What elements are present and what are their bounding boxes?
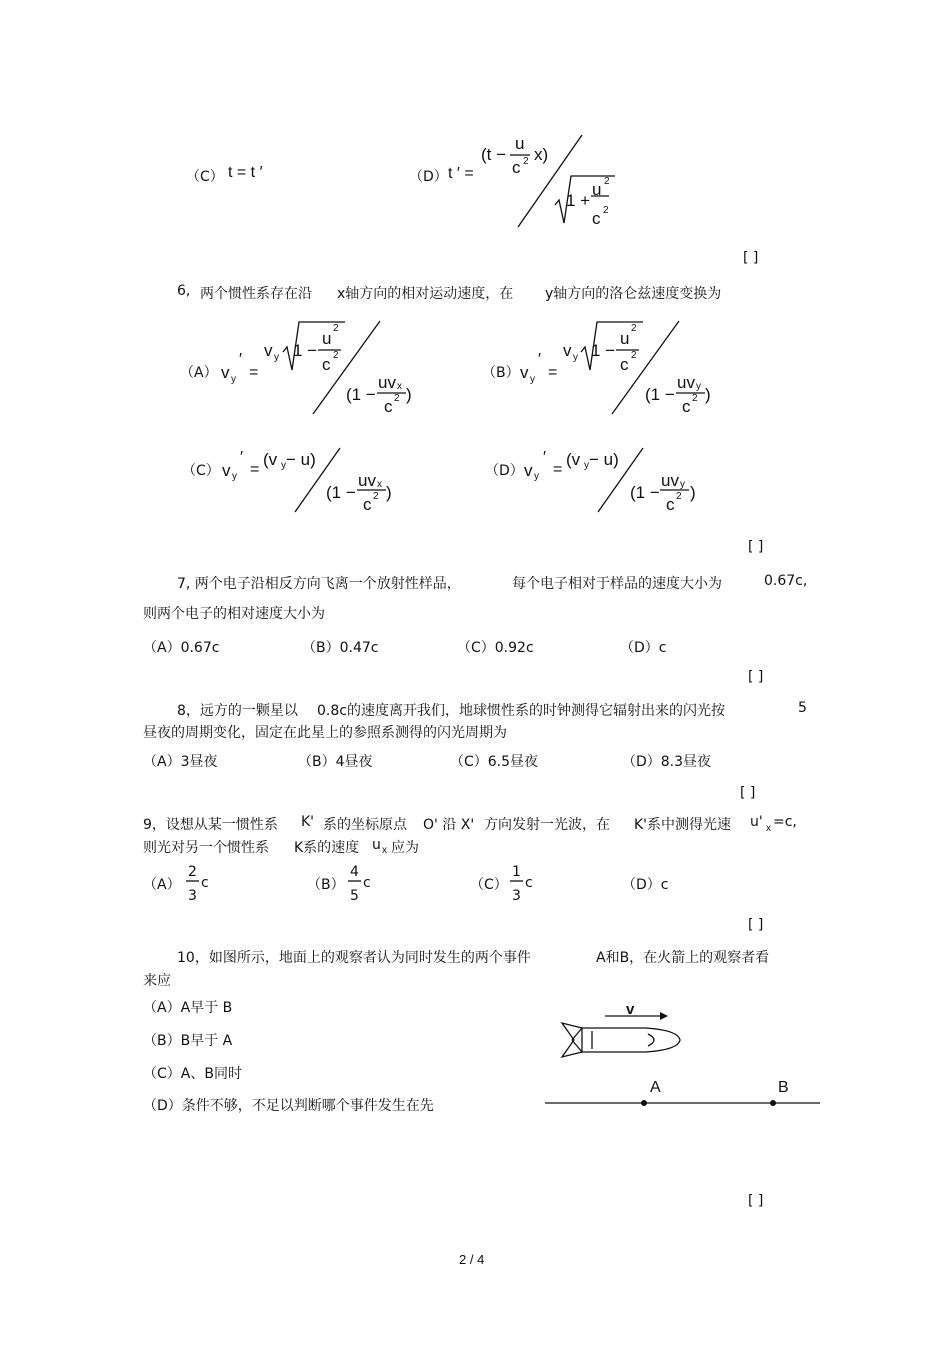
point-a <box>641 1100 647 1106</box>
option-d-x: x) <box>534 145 549 164</box>
option-b-ysub: y <box>530 374 535 385</box>
option-a: （A）0.67c <box>143 640 220 656</box>
option-c-den-sq: 2 <box>373 491 379 502</box>
option-d-num-rest: − u) <box>589 450 619 469</box>
option-c-num-rest: − u) <box>286 450 316 469</box>
answer-bracket[interactable]: [ ] <box>748 539 764 555</box>
option-b-ysub2: y <box>696 381 701 392</box>
question-stem-eqc: =c, <box>773 814 797 830</box>
option-c-formula: t = t ′ <box>228 164 263 181</box>
option-b-eq: = <box>548 364 558 381</box>
option-d-num-open: (t − <box>481 145 507 164</box>
option-d-vy: v <box>524 461 533 480</box>
option-b-den-c: c <box>682 397 691 416</box>
option-c-den: 3 <box>512 888 521 904</box>
option-d-label: （D） <box>409 169 448 185</box>
option-d: （D）8.3昼夜 <box>622 754 712 770</box>
option-d: （D）c <box>620 640 667 656</box>
question-stem-ux: u <box>372 837 381 853</box>
option-b-one-minus: 1 − <box>591 341 616 360</box>
option-c-ysub: y <box>232 471 237 482</box>
option-c-label: （C） <box>470 877 508 893</box>
option-a-xsub: x <box>397 381 402 392</box>
option-c-xsub: x <box>377 479 382 490</box>
question-stem: 10，如图所示，地面上的观察者认为同时发生的两个事件 <box>177 950 531 966</box>
figure-point-b-label: B <box>778 1079 789 1096</box>
question-stem-u: u' <box>750 814 763 830</box>
option-b-unit: c <box>363 875 371 891</box>
question-stem-uxsub: x <box>382 845 387 856</box>
option-b-label: （B） <box>307 877 345 893</box>
option-c-vy: v <box>222 461 231 480</box>
question-stem-k3: K系的速度 <box>294 840 360 856</box>
option-a-label: （A） <box>180 365 218 381</box>
option-d-u: u <box>515 134 525 153</box>
option-d-ysub: y <box>534 471 539 482</box>
option-d-den-close: ) <box>690 483 696 502</box>
option-d-den-open: (1 − <box>630 483 660 502</box>
option-a-den-open: (1 − <box>346 385 376 404</box>
option-c-den-c: c <box>363 495 372 514</box>
option-c: （C）0.92c <box>457 640 534 656</box>
question-stem-4: 则光对另一个惯性系 <box>143 840 269 856</box>
option-d-label: （D） <box>485 463 524 479</box>
option-a-u: u <box>322 329 332 348</box>
option-a-label: （A） <box>143 877 181 893</box>
option-b: （B）B早于 A <box>143 1033 233 1049</box>
question-stem-3: 方向发射一光波，在 <box>484 817 610 833</box>
figure-point-a-label: A <box>650 1079 661 1096</box>
option-c-eq: = <box>250 461 260 478</box>
option-b-den-close: ) <box>705 385 711 404</box>
option-a-den-sq: 2 <box>394 393 400 404</box>
option-b-vy: v <box>520 363 529 382</box>
question-stem-2: 0.8c的速度离开我们，地球惯性系的时钟测得它辐射出来的闪光按 <box>317 703 725 719</box>
answer-bracket[interactable]: [ ] <box>748 917 764 933</box>
option-a-c: c <box>322 355 331 374</box>
option-d-one-plus: 1 + <box>566 191 591 210</box>
rocket-icon <box>560 1020 562 1022</box>
question-stem: 9，设想从某一惯性系 <box>143 817 278 833</box>
option-c-uv: uv <box>358 471 376 490</box>
option-d-num-ysub: y <box>584 460 589 471</box>
option-a-one-minus: 1 − <box>293 341 318 360</box>
question-number: 6, <box>177 283 191 299</box>
option-c-num-open: (v <box>263 450 278 469</box>
option-b-label: （B） <box>482 365 520 381</box>
option-a-usq: 2 <box>333 323 339 334</box>
option-d: （D）c <box>622 877 669 893</box>
question-stem-k: K' <box>301 814 315 830</box>
option-b: （B）0.47c <box>302 640 379 656</box>
question-stem-5: 应为 <box>391 840 419 856</box>
option-a-ysub: y <box>231 374 236 385</box>
option-a: （A）3昼夜 <box>143 754 218 770</box>
option-a-unit: c <box>201 875 209 891</box>
option-b-den: 5 <box>350 888 359 904</box>
option-d: （D）条件不够，不足以判断哪个事件发生在先 <box>143 1098 434 1114</box>
option-b-prime: ′ <box>538 351 541 368</box>
option-c-prime: ′ <box>240 449 243 466</box>
option-b-num-ysub: y <box>573 352 578 363</box>
option-d-sq: 2 <box>523 156 529 167</box>
option-a-prime: ′ <box>239 351 242 368</box>
question-stem-o: O' 沿 X' <box>423 817 475 833</box>
option-d-sq2: 2 <box>604 176 610 187</box>
question-stem-xsub: x <box>766 823 771 834</box>
option-c-unit: c <box>525 875 533 891</box>
option-a-eq: = <box>249 364 259 381</box>
option-d-eq: = <box>553 461 563 478</box>
question-stem-2: 系的坐标原点 <box>323 817 407 833</box>
answer-bracket[interactable]: [ ] <box>743 250 759 266</box>
option-b-u: u <box>620 329 630 348</box>
option-a-den-c: c <box>384 397 393 416</box>
question-stem-k2: K'系中测得光速 <box>634 817 732 833</box>
answer-bracket[interactable]: [ ] <box>748 669 764 685</box>
question-stem-3: 来应 <box>143 973 171 989</box>
option-b-usq: 2 <box>631 323 637 334</box>
option-d-u2: u <box>592 180 602 199</box>
option-b-den-open: (1 − <box>645 385 675 404</box>
option-c-label: （C） <box>186 169 224 185</box>
option-a-num: 2 <box>188 864 197 880</box>
option-d-c: c <box>512 158 521 177</box>
option-b-c: c <box>620 355 629 374</box>
option-c-den-close: ) <box>386 483 392 502</box>
option-d-num-open: (v <box>566 450 581 469</box>
figure-velocity-label: v <box>626 1001 635 1018</box>
option-a-num-vy: v <box>264 341 273 360</box>
question-stem-2: 每个电子相对于样品的速度大小为 <box>512 576 722 592</box>
question-stem-value: 0.67c, <box>764 573 808 589</box>
question-stem: 8，远方的一颗星以 <box>177 703 298 719</box>
question-stem: 两个惯性系存在沿 <box>200 286 312 302</box>
option-b-num-vy: v <box>563 341 572 360</box>
option-b-num: 4 <box>350 864 359 880</box>
option-a-uv: uv <box>378 373 396 392</box>
option-c: （C）6.5昼夜 <box>450 754 539 770</box>
option-b-csq: 2 <box>631 350 637 361</box>
option-b: （B）4昼夜 <box>298 754 373 770</box>
option-a-csq: 2 <box>333 350 339 361</box>
option-b-den-sq: 2 <box>692 393 698 404</box>
option-c: （C）A、B同时 <box>143 1066 242 1082</box>
question-stem-5: 5 <box>798 700 807 716</box>
answer-bracket[interactable]: [ ] <box>740 785 756 801</box>
point-b <box>770 1100 776 1106</box>
option-c-den-open: (1 − <box>326 483 356 502</box>
answer-bracket[interactable]: [ ] <box>748 1193 764 1209</box>
option-c-label: （C） <box>182 463 220 479</box>
option-c-num-ysub: y <box>281 460 286 471</box>
option-a-den: 3 <box>188 888 197 904</box>
option-d-ysub2: y <box>680 479 685 490</box>
option-d-lhs: t ′ = <box>448 165 474 182</box>
option-d-den-c: c <box>666 495 675 514</box>
question-stem-3: 昼夜的周期变化，固定在此星上的参照系测得的闪光周期为 <box>143 725 507 741</box>
option-d-den-sq: 2 <box>676 491 682 502</box>
option-a-den-close: ) <box>406 385 412 404</box>
option-b-uv: uv <box>677 373 695 392</box>
option-d-c2: c <box>592 209 601 228</box>
option-c-num: 1 <box>512 864 521 880</box>
question-stem-x: x轴方向的相对运动速度，在 <box>337 286 514 302</box>
option-d-prime: ′ <box>543 449 546 466</box>
question-stem: 7, 两个电子沿相反方向飞离一个放射性样品， <box>177 576 461 592</box>
question-stem-2: A和B，在火箭上的观察者看 <box>596 950 770 966</box>
option-d-sq3: 2 <box>603 205 609 216</box>
option-a: （A）A早于 B <box>143 1000 233 1016</box>
option-d-uv: uv <box>661 471 679 490</box>
option-a-num-ysub: y <box>274 352 279 363</box>
page-number: 2 / 4 <box>459 1252 485 1267</box>
question-stem-y: y轴方向的洛仑兹速度变换为 <box>545 286 722 302</box>
option-a-vy: v <box>221 363 230 382</box>
question-stem-3: 则两个电子的相对速度大小为 <box>143 606 325 622</box>
